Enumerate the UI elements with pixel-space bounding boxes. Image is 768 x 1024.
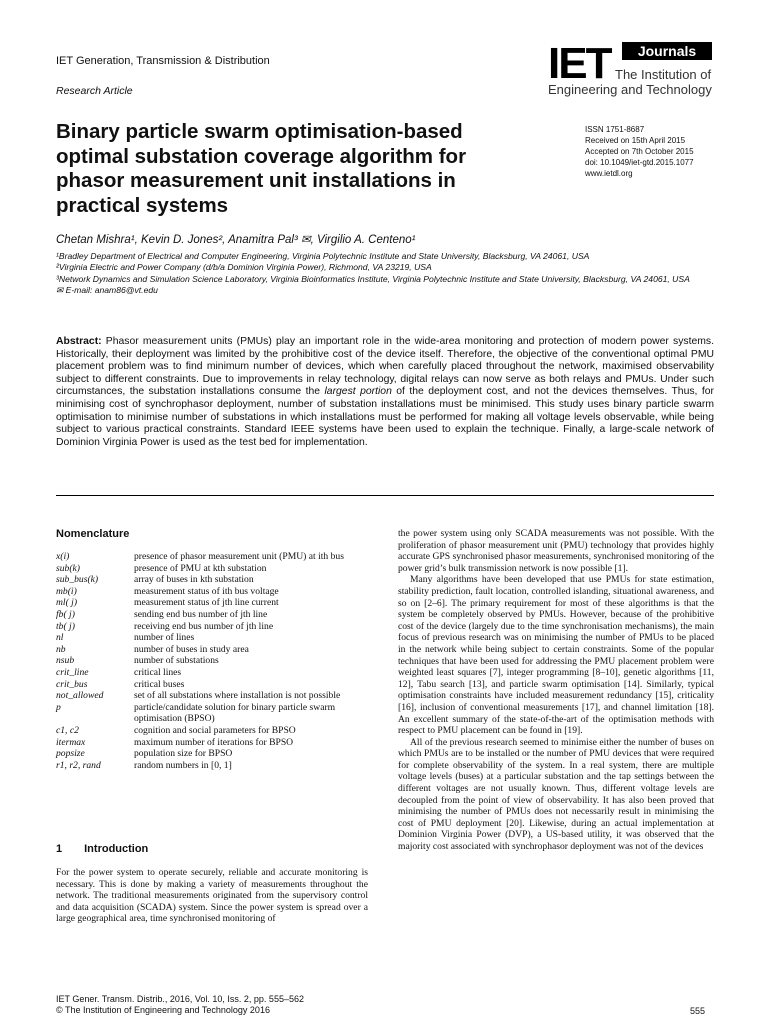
nomenclature-definition: measurement status of jth line current [134,597,279,609]
section-heading-introduction [56,843,148,855]
article-type: Research Article [56,85,133,97]
author-list: Chetan Mishra¹, Kevin D. Jones², Anamitra Pal³ ✉, Virgilio A. Centeno¹ [56,234,416,246]
nomenclature-heading: Nomenclature [56,528,130,540]
nomenclature-term: nl [56,632,64,644]
nomenclature-definition: particle/candidate solution for binary particle swarm optimisation (BPSO) [134,701,336,725]
received-date: Received on 15th April 2015 [585,136,686,145]
nomenclature-term: sub(k) [56,562,80,574]
nomenclature-row [56,655,374,667]
abstract-text-2: of the deployment cost, and not the devices themselves. Thus, for minimising cost of synchrophasor deployment, number of substation installations must be minimised. This study uses binary particle swarm optimisation to minimise number of substations in which installations must be performed for making all voltage levels observable, while being subject to various practical constraints. Standard IEEE systems have been used to explain the technique. Finally, a large-scale network of Dominion Virginia Power is used as the test bed for implementation. [56,386,714,448]
nomenclature-definition: number of substations [134,655,219,667]
corresponding-email[interactable]: ✉ E-mail: anam86@vt.edu [56,285,158,296]
nomenclature-definition: random numbers in [0, 1] [134,759,232,771]
nomenclature-term: r1, r2, rand [56,759,101,771]
nomenclature-row [56,597,374,609]
paragraph: For the power system to operate securely, reliable and accurate monitoring is necessary. This is done by making a variety of measurements throughout the network. The traditional measurements originated from the supervisory control and data acquisition (SCADA) system. Since the power system is spread over a large geographical area, time synchronised monitoring of [56,867,368,925]
right-column [398,528,714,853]
nomenclature-row [56,563,374,575]
divider [56,495,714,496]
page-number: 555 [690,1006,706,1016]
nomenclature-row [56,737,374,749]
nomenclature-term: mb(i) [56,585,77,597]
affiliations [56,251,718,297]
nomenclature-list [56,551,374,771]
citation: IET Gener. Transm. Distrib., 2016, Vol. 10, Iss. 2, pp. 555–562 [56,994,304,1004]
nomenclature-term: itermax [56,736,86,748]
nomenclature-row [56,690,374,702]
section-title: Introduction [84,843,149,855]
nomenclature-term: nb [56,643,66,655]
affiliation-1: ¹Bradley Department of Electrical and Computer Engineering, Virginia Polytechnic Institute and State University, Blacksburg, VA 24061, USA [56,251,590,261]
nomenclature-term: crit_line [56,666,89,678]
journal-name: IET Generation, Transmission & Distribution [56,55,270,67]
nomenclature-definition: measurement status of ith bus voltage [134,585,279,597]
nomenclature-definition: critical buses [134,678,185,690]
nomenclature-definition: array of buses in kth substation [134,574,254,586]
nomenclature-term: p [56,701,61,713]
nomenclature-definition: sending end bus number of jth line [134,608,268,620]
nomenclature-row [56,621,374,633]
intro-left-column [56,867,368,925]
nomenclature-term: c1, c2 [56,724,79,736]
nomenclature-row [56,632,374,644]
nomenclature-term: crit_bus [56,678,88,690]
paragraph: Many algorithms have been developed that use PMUs for state estimation, stability prediction, fault location, controlled islanding, situational awareness, and so on [2–6]. The primary requirement for most of these algorithms is that the system be completely observed by PMUs. However, because of the prohibitive cost of the device (largely due to the time synchronisation mechanisms), the main focus of previous research was on minimising the number of PMUs to be placed in the network while being subject to certain constraints. Some of the popular techniques that have been used for addressing the PMU placement problem were weighted least squares [7], integer programming [8–10], genetic algorithms [11, 12], Tabu search [13], and particle swarm optimisation [14]. Similarly, typical optimisation constraints have included measurement redundancy [15], criticality [16], inclusion of conventional measurements [17], and channel limitation [18]. An excellent summary of the state-of-the-art of the optimisation methods with respect to PMU placement can be found in [19]. [398,574,714,737]
journals-tag: Journals [622,42,712,60]
affiliation-3: ³Network Dynamics and Simulation Science Laboratory, Virginia Bioinformatics Institute, Virginia Polytechnic Institute and State University, Blacksburg, VA 24061, USA [56,273,690,284]
nomenclature-definition: number of lines [134,632,195,644]
accepted-date: Accepted on 7th October 2015 [585,147,694,156]
nomenclature-term: ml( j) [56,597,78,609]
article-meta [585,124,735,179]
footer [56,994,304,1016]
nomenclature-row [56,748,374,760]
abstract [56,336,714,449]
nomenclature-definition: presence of phasor measurement unit (PMU) at ith bus [134,551,344,562]
nomenclature-definition: number of buses in study area [134,643,249,655]
nomenclature-definition: set of all substations where installation is not possible [134,690,341,702]
nomenclature-row [56,609,374,621]
paragraph: the power system using only SCADA measurements was not possible. With the proliferation of phasor measurement unit (PMU) technology that provides highly accurate GPS synchronised phasor measurements, synchronised monitoring of the power grid’s bulk transmission network is now possible [1]. [398,528,714,574]
nomenclature-term: tb( j) [56,620,75,632]
nomenclature-row [56,644,374,656]
abstract-label: Abstract: [56,336,102,347]
paper-title: Binary particle swarm optimisation-based optimal substation coverage algorithm for phasor measurement unit installations in practical systems [56,120,467,217]
nomenclature-term: x(i) [56,551,70,562]
nomenclature-definition: population size for BPSO [134,748,233,760]
paragraph: All of the previous research seemed to minimise either the number of buses on which PMUs are to be installed or the number of PMU devices that were required for complete observability of the system. In a real system, there are multiple voltage levels (buses) at a particular substation and the tap settings between the different voltages are not usually known. Thus, different voltage levels are decoupled from the point of view of observability. It has also been proved that minimising the number of PMUs does not necessarily result in minimising the cost of PMU deployment [20]. Likewise, during an actual implementation at Dominion Virginia Power (DVP), a US-based utility, it was observed that the majority cost associated with synchrophasor deployment was not of the devices [398,736,714,853]
iet-logo [548,40,718,96]
affiliation-2: ²Virginia Electric and Power Company (d/b/a Dominion Virginia Power), Richmond, VA 23219, USA [56,262,432,273]
website-link[interactable]: www.ietdl.org [585,169,633,178]
nomenclature-row [56,679,374,691]
logo-mark: IET [548,39,611,88]
logo-line-2: Engineering and Technology [548,82,712,97]
abstract-emphasis: largest portion [324,386,392,398]
abstract-text-1: Phasor measurement units (PMUs) play an important role in the wide-area monitoring and protection of modern power systems. Historically, their deployment was limited by the prohibitive cost of the device itself. Therefore, the objective of the conventional optimal PMU placement problem was to find minimum number of devices, which when carefully placed throughout the network, maximised observability subject to different constraints. Due to improvements in relay technology, digital relays can now serve as both relays and PMUs. Under such circumstances, the substation installations consume the [56,336,714,398]
nomenclature-row [56,725,374,737]
nomenclature-definition: cognition and social parameters for BPSO [134,724,296,736]
nomenclature-term: sub_bus(k) [56,574,99,586]
nomenclature-definition: maximum number of iterations for BPSO [134,736,294,748]
nomenclature-term: not_allowed [56,690,104,702]
nomenclature-definition: presence of PMU at kth substation [134,562,267,574]
nomenclature-row [56,574,374,586]
nomenclature-row [56,667,374,679]
logo-line-1: The Institution of [615,67,712,82]
copyright: © The Institution of Engineering and Technology 2016 [56,1005,270,1015]
nomenclature-definition: receiving end bus number of jth line [134,620,274,632]
nomenclature-definition: critical lines [134,666,182,678]
nomenclature-row [56,760,374,772]
section-number: 1 [56,843,63,855]
nomenclature-term: fb( j) [56,608,75,620]
issn: ISSN 1751-8687 [585,125,645,134]
nomenclature-term: nsub [56,655,75,667]
doi[interactable]: doi: 10.1049/iet-gtd.2015.1077 [585,158,694,167]
nomenclature-row [56,586,374,598]
nomenclature-term: popsize [56,748,85,760]
nomenclature-row [56,551,374,563]
nomenclature-row [56,702,374,725]
